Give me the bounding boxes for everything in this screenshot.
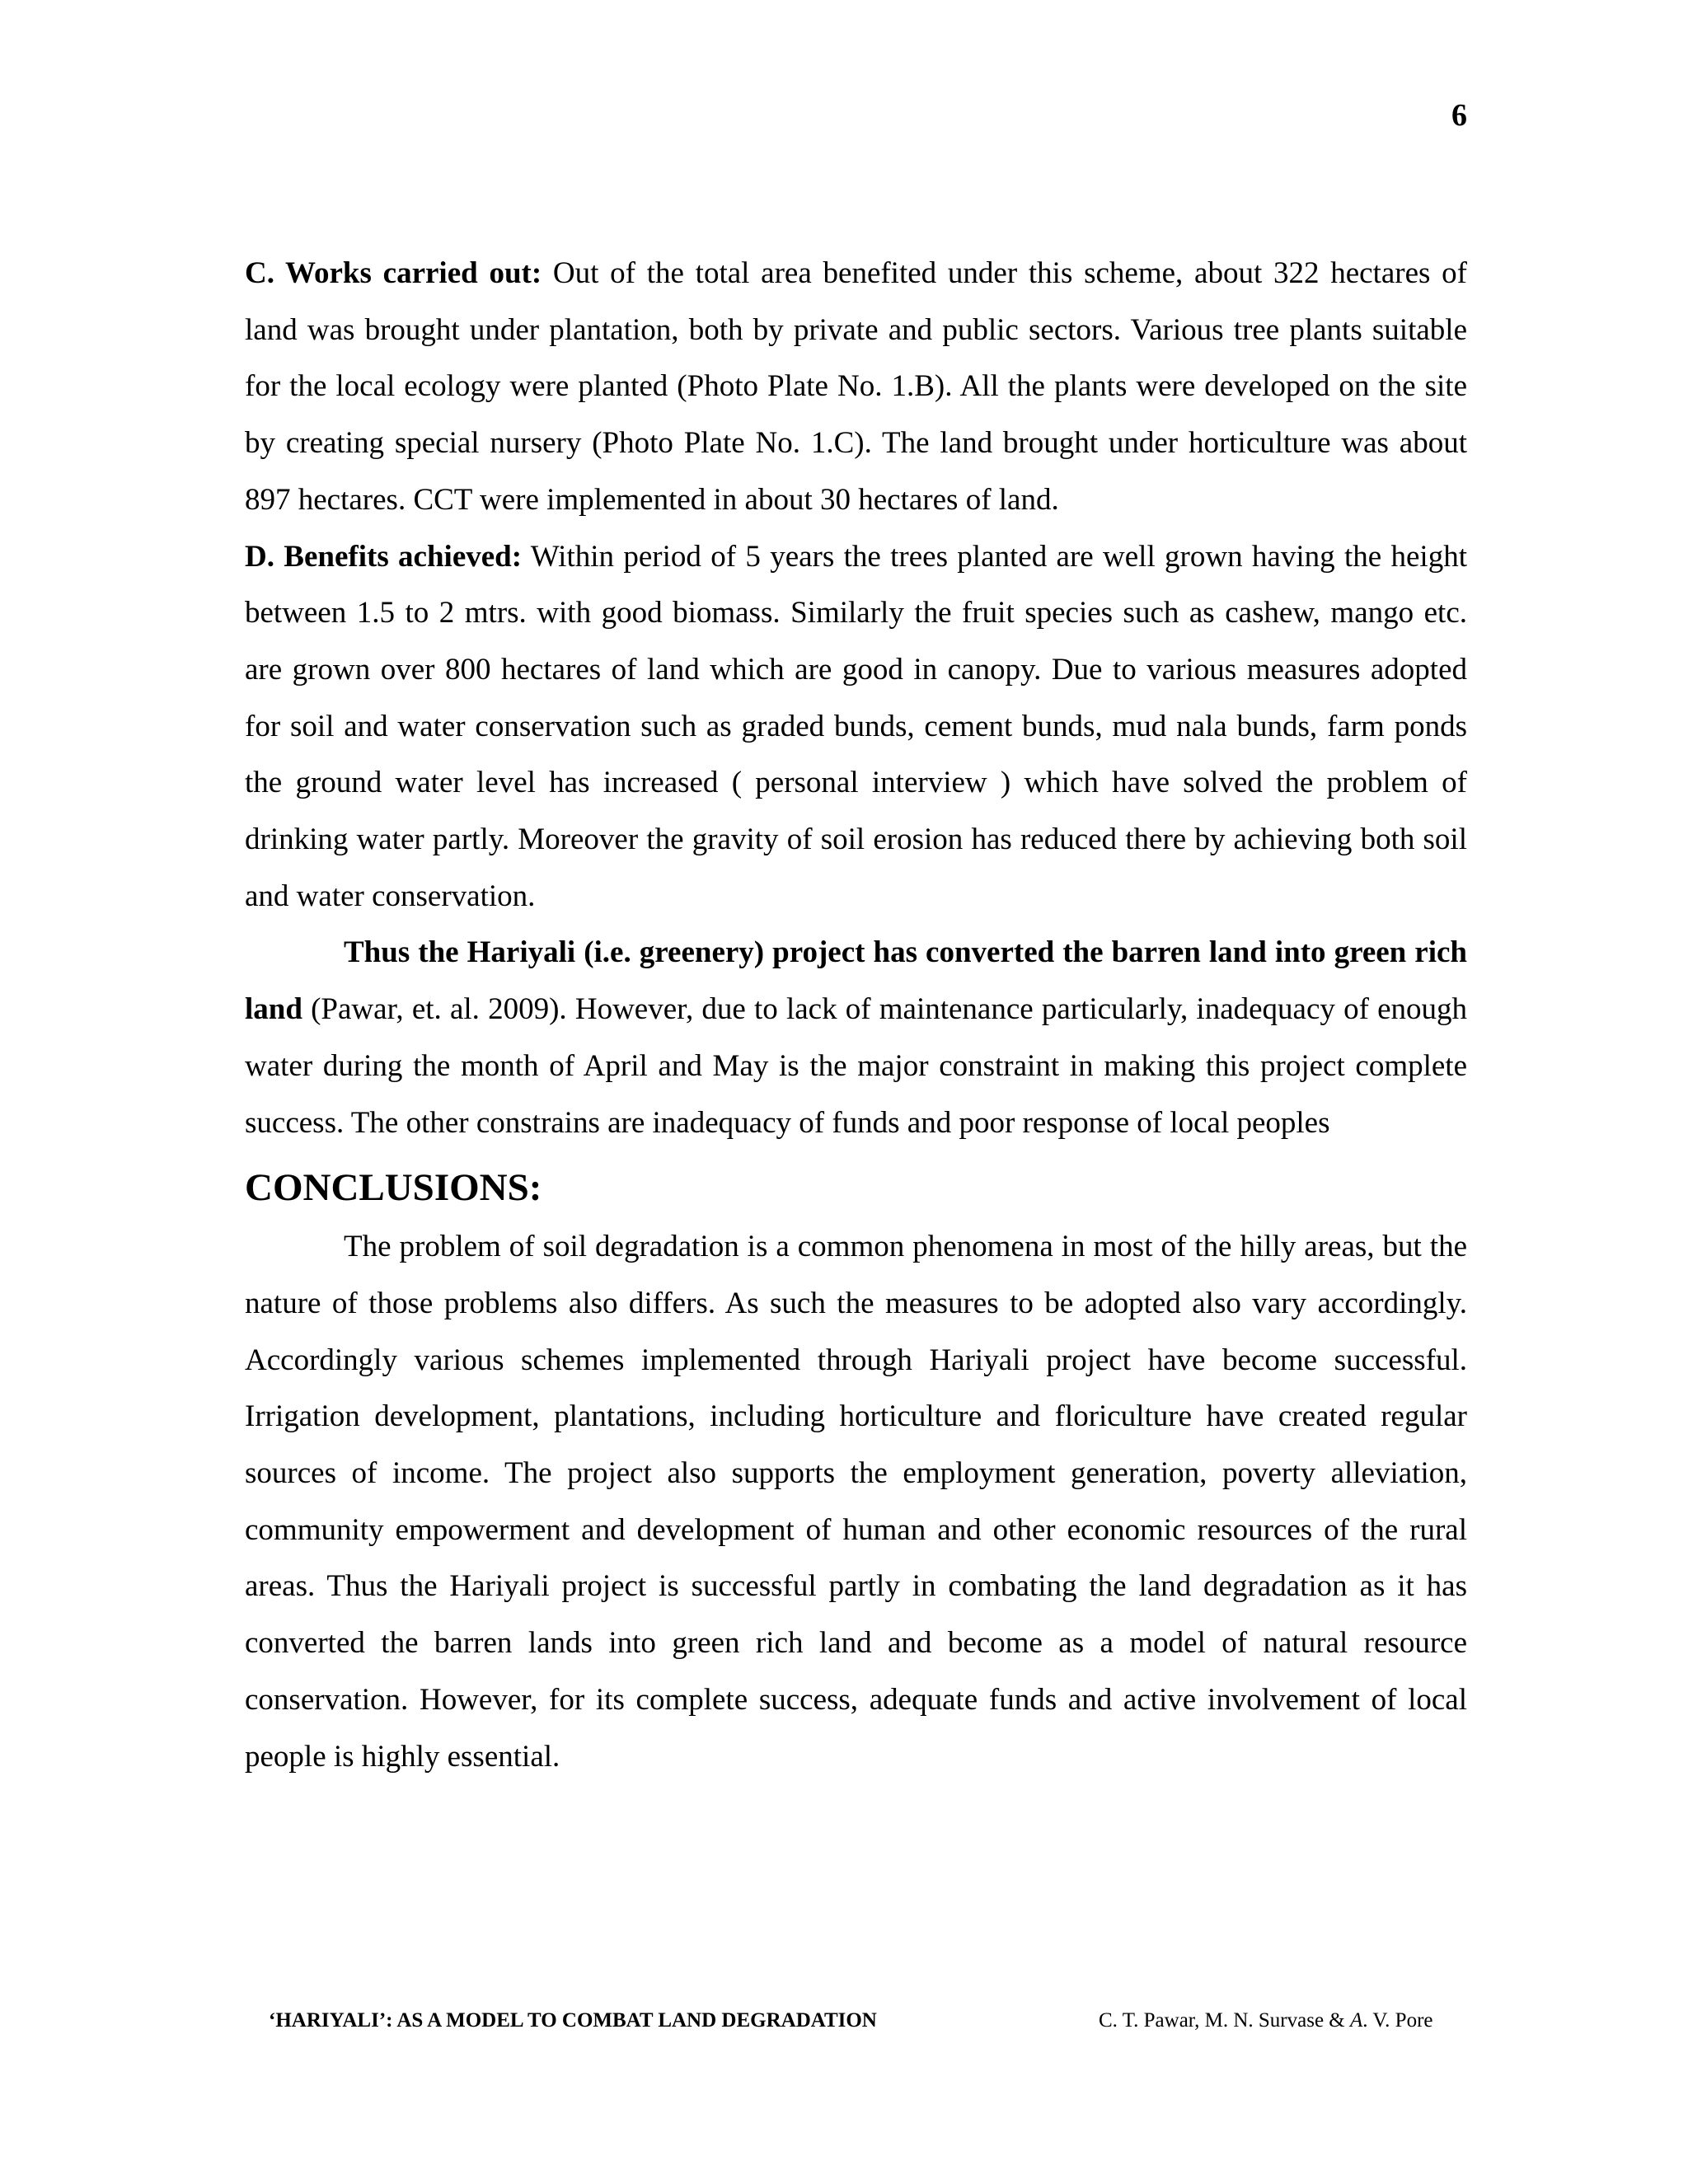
footer-title: ‘HARIYALI’: AS A MODEL TO COMBAT LAND DEGRADATION — [269, 2009, 877, 2032]
conclusions-heading: CONCLUSIONS: — [245, 1166, 542, 1210]
page-number: 6 — [1451, 98, 1467, 133]
works-text: Out of the total area benefited under this scheme, about 322 hectares of land was brought under plantation, both by private and public sectors. Various tree plants suitable for the local ecology were planted (Photo Plate No. 1.B). All the plants were developed on the site by creating special nursery (Photo Plate No. 1.C). The land brought under horticulture was about 897 hectares. CCT were implemented in about 30 hectares of land. — [245, 256, 1467, 517]
footer-authors — [1099, 2009, 1433, 2032]
benefits-paragraph — [245, 529, 1467, 926]
works-label: C. Works carried out: — [245, 256, 542, 290]
footer-authors-main: C. T. Pawar, M. N. Survase & — [1099, 2009, 1350, 2032]
works-paragraph — [245, 246, 1467, 529]
summary-paragraph — [245, 925, 1467, 1151]
summary-bold-text: Thus the Hariyali (i.e. greenery) project has converted the barren land into green rich land — [245, 935, 1467, 1027]
benefits-label: D. Benefits achieved: — [245, 539, 523, 574]
conclusions-paragraph: The problem of soil degradation is a common phenomena in most of the hilly areas, but the nature of those problems also differs. As such the measures to be adopted also vary accordingly. Accordingly various schemes implemented through Hariyali project have become successful. Irrigation development, plantations, including horticulture and floriculture have created regular sources of income. The project also supports the employment generation, poverty alleviation, community empowerment and development of human and other economic resources of the rural areas. Thus the Hariyali project is successful partly in combating the land degradation as it has converted the barren lands into green rich land and become as a model of natural resource conservation. However, for its complete success, adequate funds and active involvement of local people is highly essential. — [245, 1230, 1467, 1774]
benefits-text: Within period of 5 years the trees planted are well grown having the height between 1.5 to 2 mtrs. with good biomass. Similarly the fruit species such as cashew, mango etc. are grown over 800 hectares of land which are good in canopy. Due to various measures adopted for soil and water conservation such as graded bunds, cement bunds, mud nala bunds, farm ponds the ground water level has increased ( personal interview ) which have solved the problem of drinking water partly. Moreover the gravity of soil erosion has reduced there by achieving both soil and water conservation. — [245, 539, 1467, 913]
footer-authors-italic: A — [1350, 2009, 1363, 2032]
page-body — [245, 246, 1467, 1785]
footer-authors-end: . V. Pore — [1362, 2009, 1433, 2032]
summary-text: (Pawar, et. al. 2009). However, due to lack of maintenance particularly, inadequacy of enough water during the month of April and May is the major constraint in making this project complete success. The other constrains are inadequacy of funds and poor response of local peoples — [245, 992, 1467, 1140]
